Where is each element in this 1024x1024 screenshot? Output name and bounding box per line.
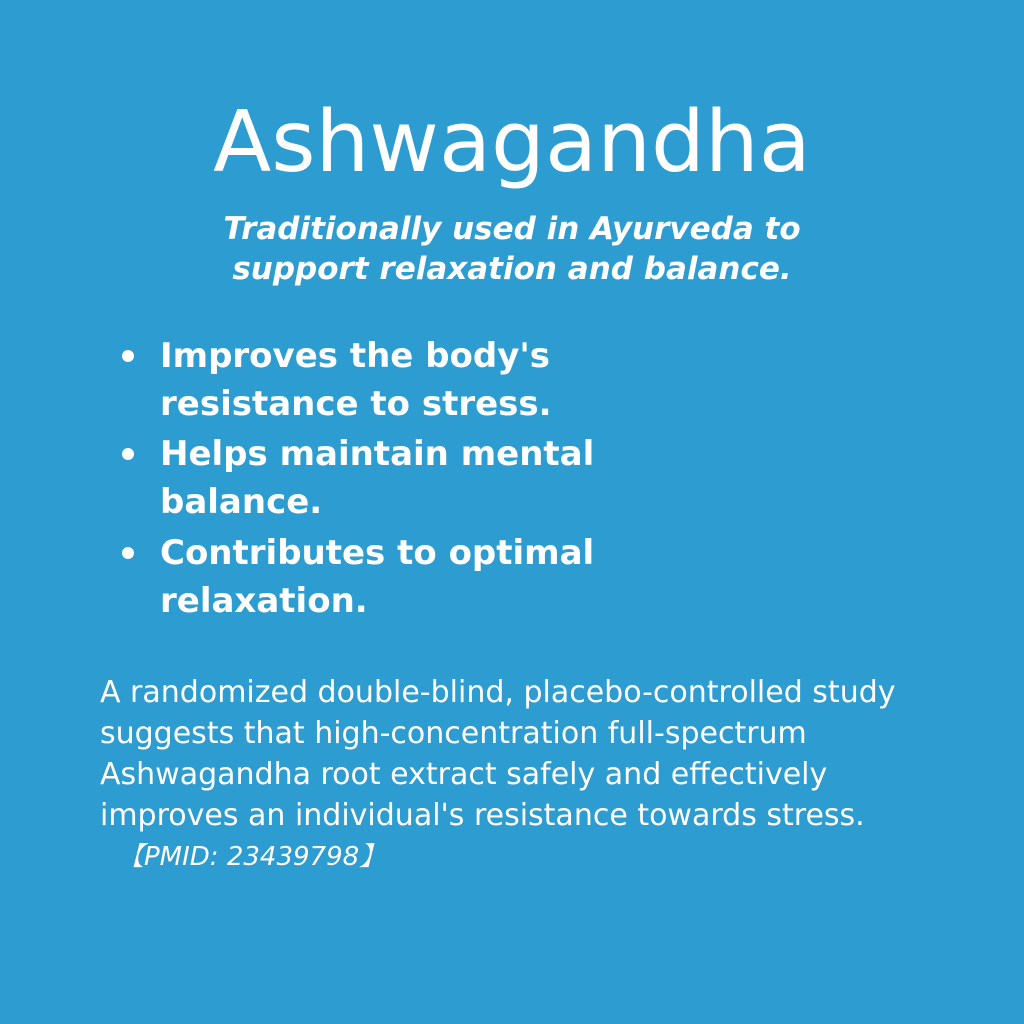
page-title: Ashwagandha [213,93,811,192]
list-item [110,430,720,527]
list-item [110,529,720,626]
study-citation: 【PMID: 23439798】 [118,842,386,873]
bullet-dot-icon [122,350,134,362]
list-item-label: Helps maintain mental balance. [160,434,595,523]
list-item-label: Contributes to optimal relaxation. [160,532,595,621]
subtitle: Traditionally used in Ayurveda to support relaxation and balance. [223,211,801,288]
bullet-dot-icon [122,547,134,559]
study-summary-text: A randomized double-blind, placebo-controlled study suggests that high-concentration full-spectrum Ashwagandha root extract safely and effectively improves an individual's resistance towards stress. [100,675,896,833]
bullet-dot-icon [122,448,134,460]
list-item-label: Improves the body's resistance to stress. [160,335,552,424]
benefits-list [0,332,1024,626]
list-item [110,332,720,429]
study-summary [0,627,1024,877]
